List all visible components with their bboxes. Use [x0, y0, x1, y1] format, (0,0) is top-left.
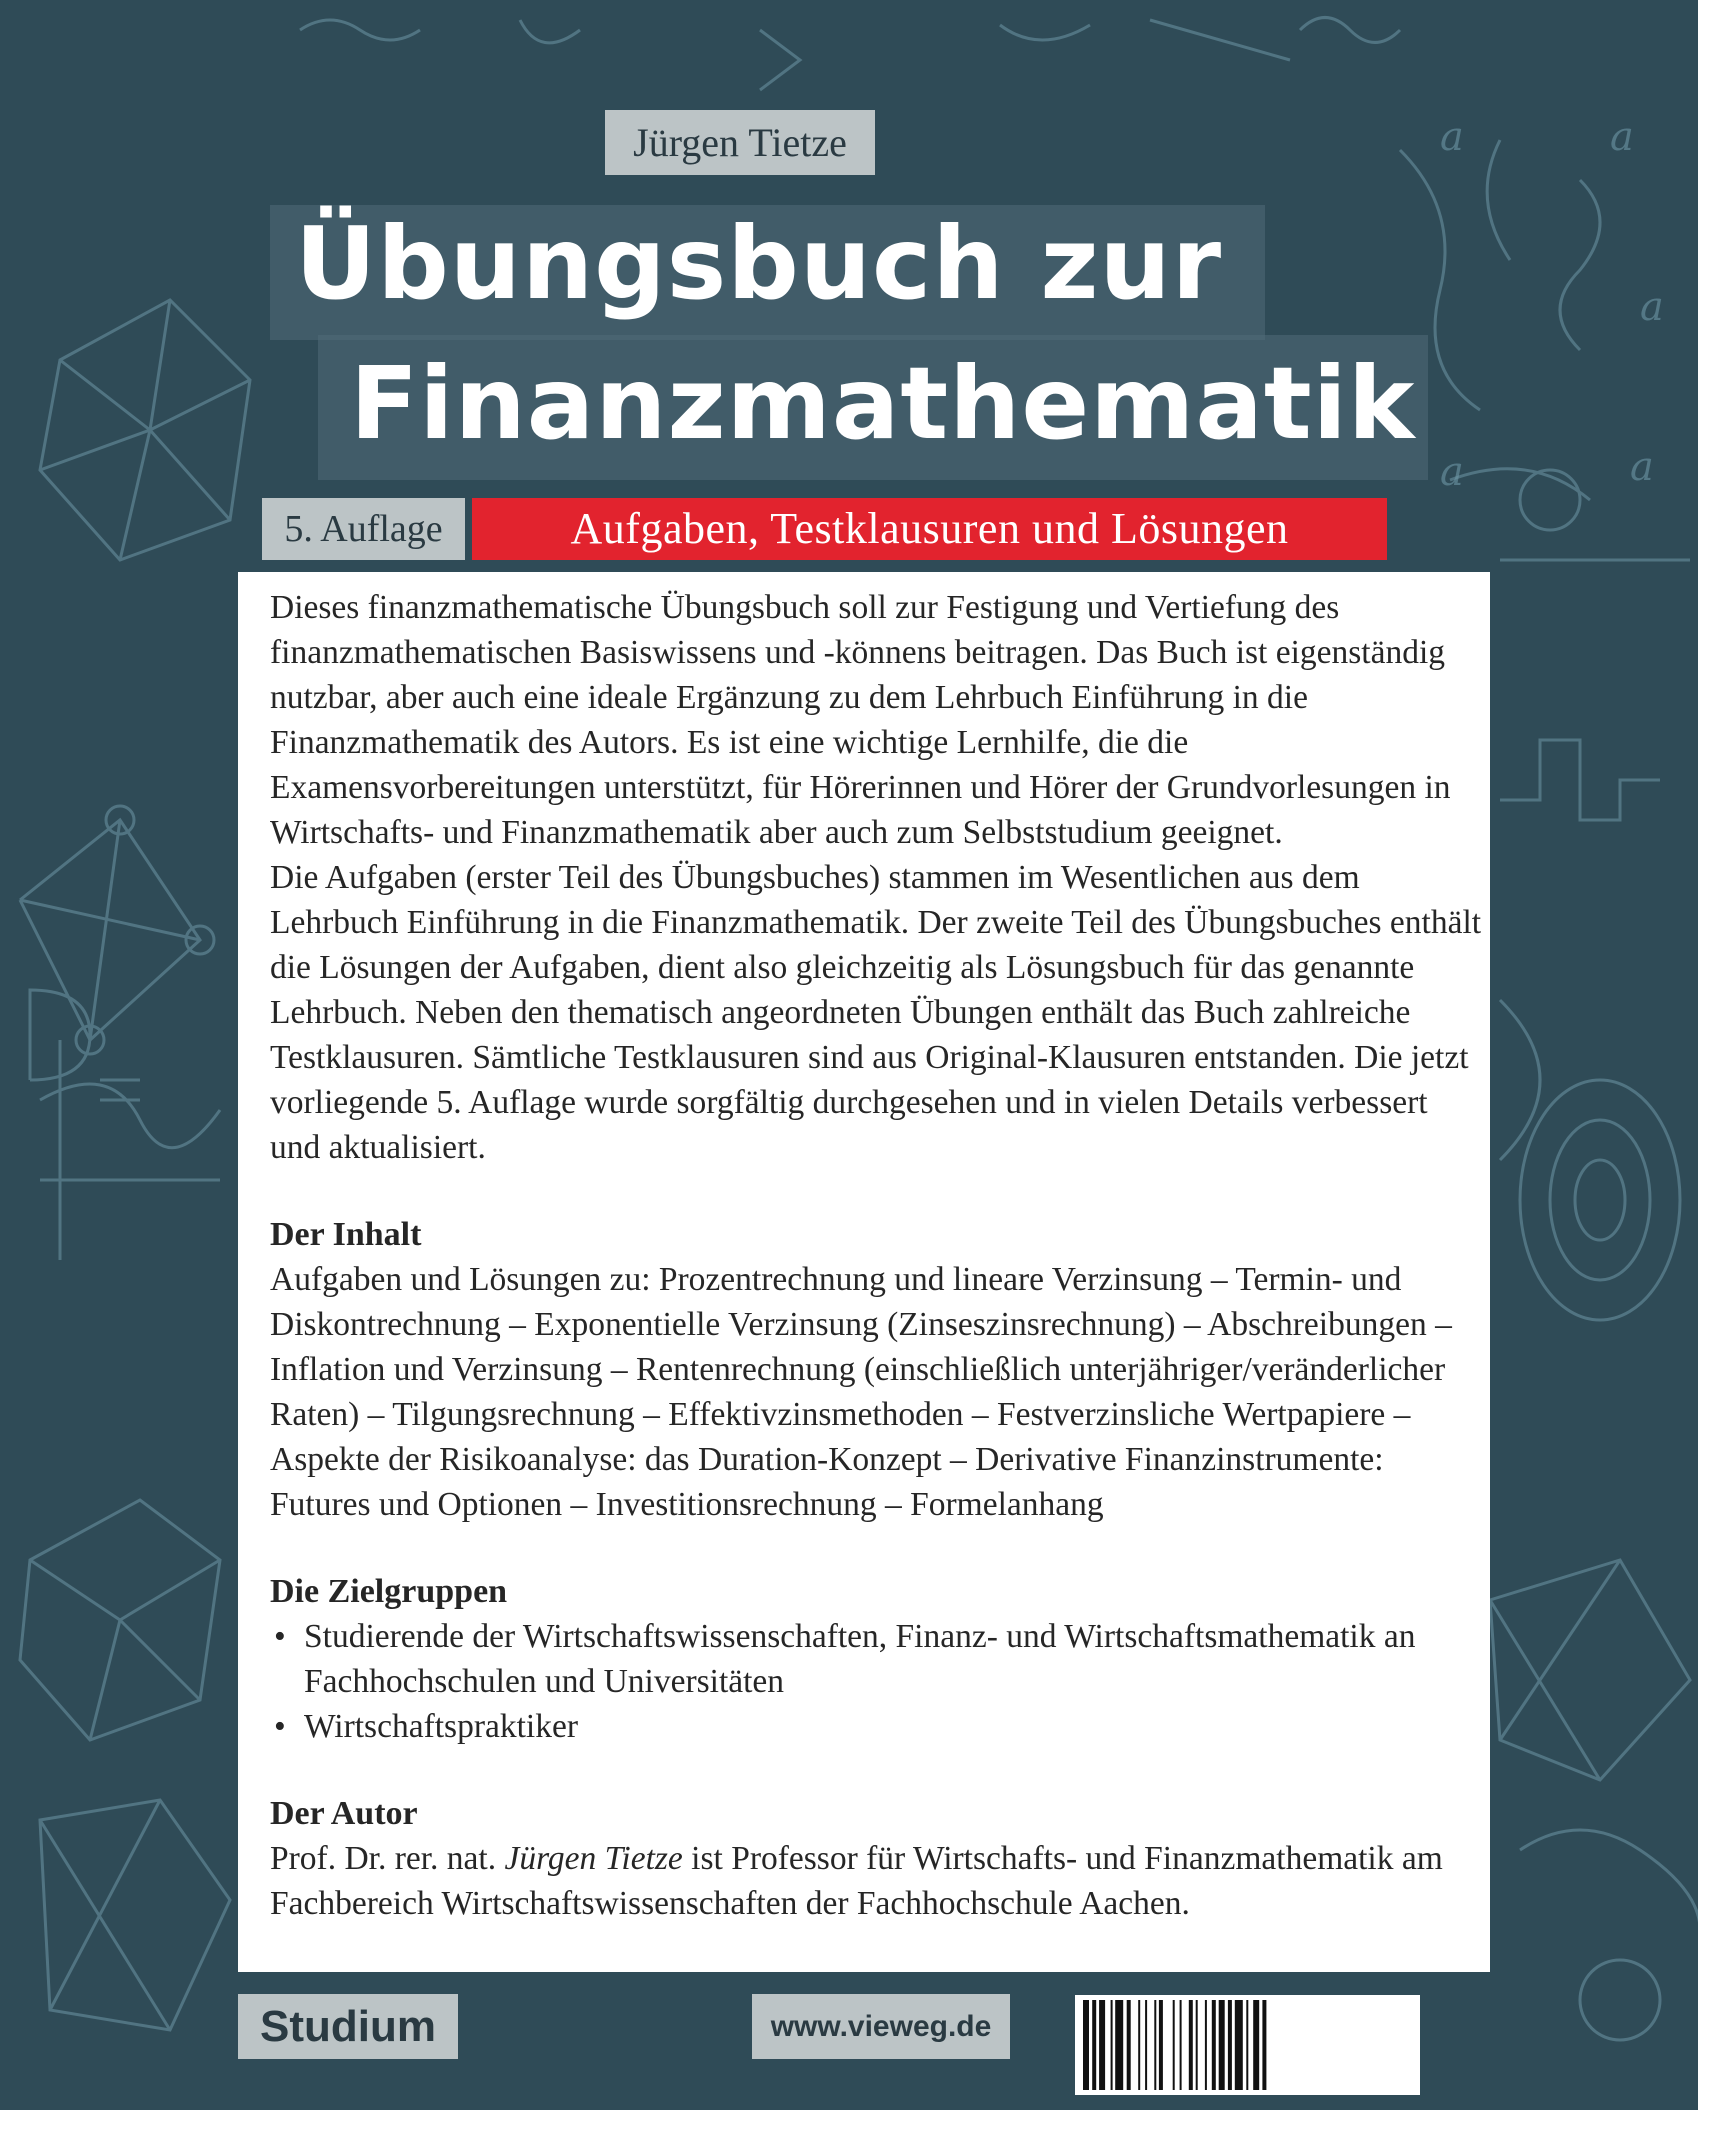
book-title-line-1: Übungsbuch zur: [295, 205, 1223, 322]
target-list: [270, 1614, 1485, 1749]
list-item: • Wirtschaftspraktiker: [270, 1704, 1485, 1749]
description-text: [270, 585, 1485, 1926]
content-text: Aufgaben und Lösungen zu: Prozentrechnung und lineare Verzinsung – Termin- und Diskontrechnung – Exponentielle Verzinsung (Zinseszinsrechnung) – Abschreibungen – Inflation und Verzinsung – Rentenrechnung (einschließlich unterjähriger/veränderlicher Raten) – Tilgungsrechnung – Effektivzinsmethoden – Festverzinsliche Wertpapiere – Aspekte der Risikoanalyse: das Duration-Konzept – Derivative Finanzinstrumente: Futures und Optionen – Investitionsrechnung – Formelanhang: [270, 1261, 1452, 1523]
author-suffix: ist Professor für Wirtschafts- und Finanzmathematik am Fachbereich Wirtschaftswissenschaften der Fachhochschule Aachen.: [270, 1840, 1443, 1922]
edition-label: 5. Auflage: [262, 498, 465, 560]
author-label: Jürgen Tietze: [605, 110, 875, 175]
blurb-paragraph-2: Die Aufgaben (erster Teil des Übungsbuches) stammen im Wesentlichen aus dem Lehrbuch Einführung in die Finanzmathematik. Der zweite Teil des Übungsbuches enthält die Lösungen der Aufgaben, dient also gleichzeitig als Lösungsbuch für das genannte Lehrbuch. Neben den thematisch angeordneten Übungen enthält das Buch zahlreiche Testklausuren. Sämtliche Testklausuren sind aus Original-Klausuren entstanden. Die jetzt vorliegende 5. Auflage wurde sorgfältig durchgesehen und in vielen Details verbessert und aktualisiert.: [270, 859, 1482, 1166]
svg-text:a: a: [1630, 444, 1654, 490]
svg-text:a: a: [1640, 284, 1664, 330]
author-heading: Der Autor: [270, 1795, 418, 1832]
blurb-paragraph-1: Dieses finanzmathematische Übungsbuch soll zur Festigung und Vertiefung des finanzmathematischen Basiswissens und -könnens beitragen. Das Buch ist eigenständig nutzbar, aber auch eine ideale Ergänzung zu dem Lehrbuch Einführung in die Finanzmathematik des Autors. Es ist eine wichtige Lernhilfe, die die Examensvorbereitungen unterstützt, für Hörerinnen und Hörer der Grundvorlesungen in Wirtschafts- und Finanzmathematik aber auch zum Selbststudium geeignet.: [270, 589, 1451, 851]
author-prefix: Prof. Dr. rer. nat.: [270, 1840, 505, 1877]
content-heading: Der Inhalt: [270, 1216, 422, 1253]
subtitle-banner: Aufgaben, Testklausuren und Lösungen: [472, 498, 1387, 560]
barcode-icon: [1083, 2000, 1413, 2090]
publisher-url: www.vieweg.de: [752, 1994, 1010, 2059]
book-title-line-2: Finanzmathematik: [350, 345, 1416, 462]
list-item: • Studierende der Wirtschaftswissenschaften, Finanz- und Wirtschaftsmathematik an Fachhochschulen und Universitäten: [270, 1614, 1485, 1704]
author-name: Jürgen Tietze: [504, 1840, 683, 1877]
target-heading: Die Zielgruppen: [270, 1573, 508, 1610]
svg-text:a: a: [1440, 114, 1464, 160]
svg-text:a: a: [1440, 449, 1464, 495]
series-label: Studium: [238, 1994, 458, 2059]
author-text: [270, 1836, 1485, 1926]
svg-text:a: a: [1610, 114, 1634, 160]
